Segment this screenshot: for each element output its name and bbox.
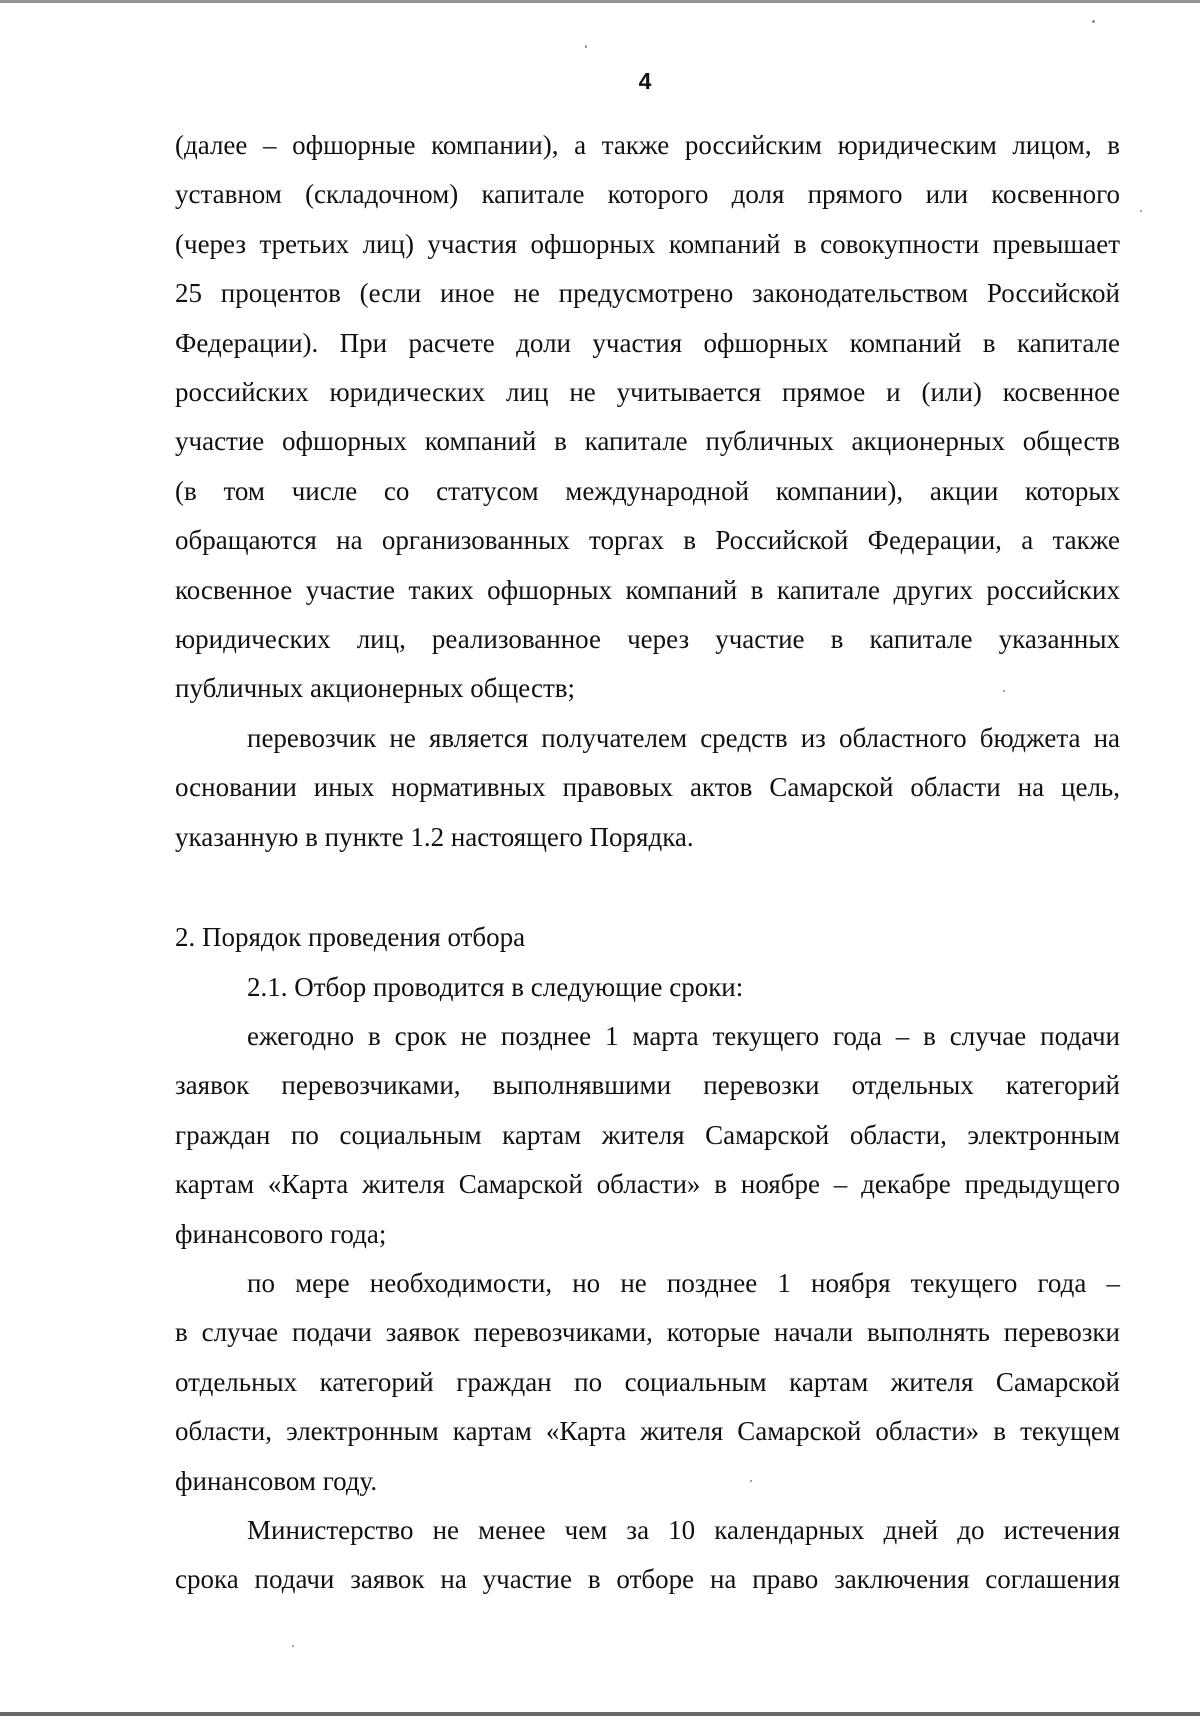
paragraph-as-needed-deadline (175, 1259, 1120, 1506)
text-line: граждан по социальным картам жителя Самарской области, электронным (175, 1119, 1120, 1150)
text-line: картам «Карта жителя Самарской области» в ноябре – декабре предыдущего (175, 1169, 1120, 1200)
text-line: по мере необходимости, но не позднее 1 ноября текущего года – (247, 1267, 1120, 1298)
text-line: публичных акционерных обществ; (175, 673, 575, 704)
paragraph-carrier-not-recipient (175, 714, 1120, 862)
text-line: (в том числе со статусом международной компании), акции которых (175, 475, 1120, 506)
text-line: косвенное участие таких офшорных компаний в капитале других российских (175, 574, 1120, 605)
text-line: в случае подачи заявок перевозчиками, которые начали выполнять перевозки (175, 1317, 1120, 1348)
text-line: Министерство не менее чем за 10 календарных дней до истечения (247, 1514, 1120, 1545)
scan-speck (1140, 210, 1142, 212)
text-line: обращаются на организованных торгах в Российской Федерации, а также (175, 525, 1120, 556)
page-number: 4 (638, 68, 652, 94)
text-line: финансового года; (175, 1218, 387, 1249)
paragraph-selection-terms (175, 963, 1120, 1012)
text-line: области, электронным картам «Карта жителя Самарской области» в текущем (175, 1416, 1120, 1447)
scan-speck (1092, 20, 1095, 23)
text-line: ежегодно в срок не позднее 1 марта текущего года – в случае подачи (247, 1020, 1120, 1051)
scan-speck (585, 45, 587, 48)
text-line: 25 процентов (если иное не предусмотрено законодательством Российской (175, 278, 1120, 309)
text-line: основании иных нормативных правовых актов Самарской области на цель, (175, 772, 1120, 803)
text-line: юридических лиц, реализованное через участие в капитале указанных (175, 624, 1120, 655)
scan-speck (750, 1480, 752, 1482)
paragraph-annual-deadline (175, 1012, 1120, 1259)
text-line: (далее – офшорные компании), а также российским юридическим лицом, в (175, 130, 1120, 160)
scan-border-bottom (0, 1712, 1200, 1716)
text-line: российских юридических лиц не учитывается прямое и (или) косвенное (175, 377, 1120, 408)
document-body (175, 121, 1120, 1605)
scan-border-top (0, 0, 1200, 3)
text-line: перевозчик не является получателем средств из областного бюджета на (247, 722, 1120, 753)
scan-speck (1003, 690, 1005, 692)
text-line: 2.1. Отбор проводится в следующие сроки: (247, 971, 744, 1002)
section-heading: 2. Порядок проведения отбора (175, 922, 526, 953)
text-line: заявок перевозчиками, выполнявшими перевозки отдельных категорий (175, 1070, 1120, 1101)
text-line: участие офшорных компаний в капитале публичных акционерных обществ (175, 426, 1120, 457)
scan-speck (292, 1645, 294, 1647)
paragraph-offshore (175, 121, 1120, 714)
text-line: срока подачи заявок на участие в отборе на право заключения соглашения (175, 1564, 1120, 1595)
text-line: (через третьих лиц) участия офшорных компаний в совокупности превышает (175, 228, 1120, 259)
paragraph-ministry-notice (175, 1506, 1120, 1605)
text-line: указанную в пункте 1.2 настоящего Порядка. (175, 821, 694, 852)
text-line: финансовом году. (175, 1465, 378, 1496)
text-line: отдельных категорий граждан по социальным картам жителя Самарской (175, 1366, 1120, 1397)
text-line: уставном (складочном) капитале которого доля прямого или косвенного (175, 179, 1120, 210)
text-line: Федерации). При расчете доли участия офшорных компаний в капитале (175, 327, 1120, 358)
